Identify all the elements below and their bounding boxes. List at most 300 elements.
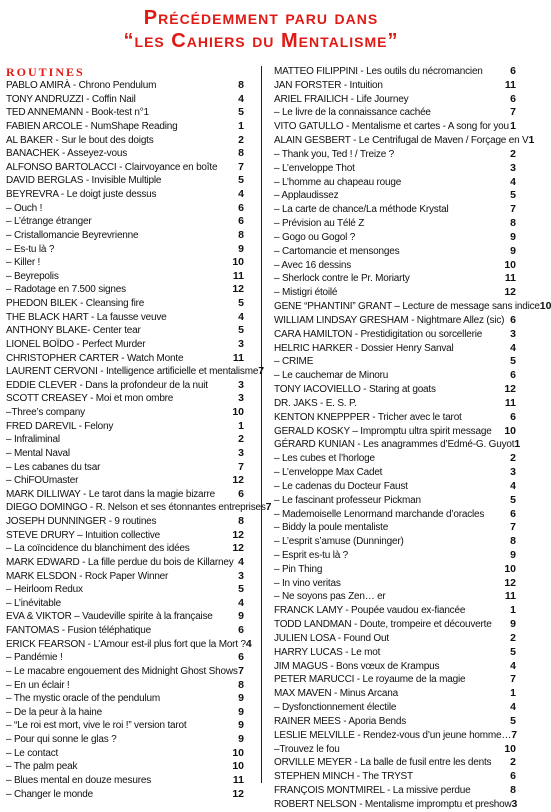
issue-number: 6 xyxy=(238,487,244,500)
list-item xyxy=(6,256,244,270)
entry-title: PETER MARUCCI - Le royaume de la magie xyxy=(274,674,466,686)
issue-number: 5 xyxy=(510,714,516,727)
entry-title: MARK ELSDON - Rock Paper Winner xyxy=(6,570,169,582)
list-item xyxy=(274,425,516,439)
list-item xyxy=(274,217,516,231)
issue-number: 10 xyxy=(232,760,244,773)
entry-title: – Le contact xyxy=(6,747,59,759)
list-item xyxy=(6,542,244,556)
list-item xyxy=(6,665,244,679)
issue-number: 9 xyxy=(510,548,516,561)
entry-title: BEYREVRA - Le doigt juste dessus xyxy=(6,189,157,200)
issue-number: 2 xyxy=(510,147,516,160)
issue-number: 5 xyxy=(238,324,244,337)
entry-title: – L’esprit s’amuse (Dunninger) xyxy=(274,536,404,548)
issue-number: 10 xyxy=(232,256,244,269)
issue-number: 7 xyxy=(238,460,244,473)
entry-title: SCOTT CREASEY - Moi et mon ombre xyxy=(6,393,174,405)
entry-title: PABLO AMIRÀ - Chrono Pendulum xyxy=(6,80,157,91)
entry-title: – Cristallomancie Beyrevrienne xyxy=(6,229,139,241)
issue-number: 8 xyxy=(510,784,516,797)
list-item xyxy=(6,733,244,747)
list-item xyxy=(274,134,535,148)
entry-title: – CRIME xyxy=(274,356,314,368)
issue-number: 3 xyxy=(238,337,244,350)
entry-title: JOSEPH DUNNINGER - 9 routines xyxy=(6,516,157,527)
list-item xyxy=(6,161,244,175)
list-item xyxy=(274,245,516,259)
list-item xyxy=(6,106,244,120)
entry-title: – Le livre de la connaissance cachée xyxy=(274,107,431,119)
issue-number: 5 xyxy=(238,297,244,309)
entry-title: – Killer ! xyxy=(6,257,41,269)
list-item xyxy=(6,392,244,406)
entry-title: MATTEO FILIPPINI - Les outils du nécromancien xyxy=(274,66,483,77)
entry-title: – The palm peak xyxy=(6,761,78,773)
issue-number: 1 xyxy=(238,119,244,132)
list-item xyxy=(6,774,244,788)
list-item xyxy=(6,760,244,774)
title-line-2: “les Cahiers du Mentalisme” xyxy=(123,30,399,52)
list-item xyxy=(274,673,516,687)
list-item xyxy=(274,521,516,535)
entry-title: – Sherlock contre le Pr. Moriarty xyxy=(274,273,410,285)
list-item xyxy=(274,494,516,508)
issue-number: 10 xyxy=(232,406,244,418)
issue-number: 5 xyxy=(510,189,516,202)
issue-number: 4 xyxy=(238,310,244,323)
issue-number: 2 xyxy=(238,133,244,146)
list-item xyxy=(274,203,516,217)
list-item xyxy=(6,215,244,229)
entry-title: GENE “PHANTINI” GRANT – Lecture de message sans indice xyxy=(274,301,540,313)
entry-title: – Le macabre engouement des Midnight Ghost Shows xyxy=(6,665,238,677)
list-item xyxy=(6,529,244,543)
issue-number: 6 xyxy=(238,651,244,664)
entry-title: – Pandémie ! xyxy=(6,652,63,664)
list-item xyxy=(274,342,516,356)
entry-title: – De la peur à la haine xyxy=(6,706,103,718)
section-heading: ROUTINES xyxy=(6,65,85,79)
entry-title: – L’homme au chapeau rouge xyxy=(274,176,402,188)
list-item xyxy=(6,624,244,638)
issue-number: 5 xyxy=(510,493,516,506)
entry-title: ROBERT NELSON - Mentalisme impromptu et preshow xyxy=(274,798,512,810)
entry-title: GÉRARD KUNIAN - Les anagrammes d’Edmé-G. Guyot xyxy=(274,439,515,451)
entry-title: FRED DAREVIL - Felony xyxy=(6,420,114,432)
list-item xyxy=(274,314,516,328)
list-item xyxy=(274,646,516,660)
list-item xyxy=(274,632,516,646)
entry-title: – Gogo ou Gogol ? xyxy=(274,231,356,243)
list-item xyxy=(6,420,244,434)
issue-number: 10 xyxy=(539,300,551,313)
list-item xyxy=(274,660,516,674)
list-item xyxy=(6,788,244,802)
entry-title: CARA HAMILTON - Prestidigitation ou sorcellerie xyxy=(274,328,483,340)
entry-title: WILLIAM LINDSAY GRESHAM - Nightmare Allez (sic) xyxy=(274,314,505,326)
entry-title: TONY ANDRUZZI - Coffin Nail xyxy=(6,93,136,105)
issue-number: 12 xyxy=(232,787,244,800)
issue-number: 7 xyxy=(510,106,516,119)
entry-title: – L’enveloppe Thot xyxy=(274,162,355,174)
entry-title: ANTHONY BLAKE- Center tear xyxy=(6,325,141,337)
entry-title: STEPHEN MINCH - The TRYST xyxy=(274,771,413,783)
entry-title: TED ANNEMANN - Book-test n°1 xyxy=(6,107,149,119)
list-item xyxy=(6,338,244,352)
list-item xyxy=(274,687,516,701)
left-column xyxy=(6,65,272,800)
entry-title: – Le cauchemar de Minoru xyxy=(274,370,389,382)
routine-list-left xyxy=(6,79,272,801)
entry-title: – Avec 16 dessins xyxy=(274,259,352,271)
list-item xyxy=(274,770,516,784)
issue-number: 4 xyxy=(238,188,244,200)
entry-title: EVA & VIKTOR – Vaudeville spirite à la française xyxy=(6,611,213,623)
issue-number: 4 xyxy=(510,701,516,714)
entry-title: RAINER MEES - Aporia Bends xyxy=(274,715,407,727)
list-item xyxy=(6,134,244,148)
entry-title: – Infraliminal xyxy=(6,434,60,446)
issue-number: 9 xyxy=(238,610,244,623)
issue-number: 1 xyxy=(510,604,516,617)
entry-title: – Mistigri étoilé xyxy=(274,287,338,299)
list-item xyxy=(6,692,244,706)
issue-number: 6 xyxy=(510,507,516,520)
issue-number: 7 xyxy=(238,160,244,173)
issue-number: 9 xyxy=(238,705,244,718)
entry-title: TODD LANDMAN - Doute, trompeire et découverte xyxy=(274,619,492,631)
entry-title: – Radotage en 7.500 signes xyxy=(6,284,126,296)
issue-number: 6 xyxy=(510,369,516,382)
entry-title: – La coïncidence du blanchiment des idées xyxy=(6,543,190,555)
list-item xyxy=(274,286,516,300)
issue-number: 11 xyxy=(232,773,244,786)
entry-title: LAURENT CERVONI - Intelligence artificielle et mentalisme xyxy=(6,366,259,378)
entry-title: GERALD KOSKY – Impromptu ultra spirit message xyxy=(274,425,492,437)
entry-title: MARK DILLIWAY - Le tarot dans la magie bizarre xyxy=(6,488,216,500)
issue-number: 6 xyxy=(510,65,516,77)
list-item xyxy=(274,577,516,591)
entry-title: – Pin Thing xyxy=(274,563,323,575)
entry-title: – “Le roi est mort, vive le roi !” version tarot xyxy=(6,720,187,732)
list-item xyxy=(6,147,244,161)
list-item xyxy=(274,452,516,466)
entry-title: AL BAKER - Sur le bout des doigts xyxy=(6,134,154,146)
entry-title: FABIEN ARCOLE - NumShape Reading xyxy=(6,120,178,132)
list-item xyxy=(274,784,516,798)
issue-number: 3 xyxy=(238,569,244,582)
entry-title: – L’enveloppe Max Cadet xyxy=(274,467,383,479)
entry-title: – Biddy la poule mentaliste xyxy=(274,522,389,534)
issue-number: 6 xyxy=(238,624,244,636)
entry-title: HARRY LUCAS - Le mot xyxy=(274,646,381,658)
list-item xyxy=(6,406,244,420)
list-item xyxy=(274,328,516,342)
entry-title: – In vino veritas xyxy=(274,577,341,589)
list-item xyxy=(6,379,244,393)
issue-number: 11 xyxy=(504,396,516,409)
list-item xyxy=(274,756,516,770)
issue-number: 7 xyxy=(265,501,272,514)
list-item xyxy=(274,300,551,314)
issue-number: 3 xyxy=(510,466,516,479)
entry-title: BANACHEK - Asseyez-vous xyxy=(6,148,127,160)
issue-number: 4 xyxy=(510,175,516,188)
list-item xyxy=(6,243,244,257)
list-item xyxy=(6,706,244,720)
list-item xyxy=(274,79,516,93)
list-item xyxy=(6,719,244,733)
issue-number: 11 xyxy=(232,351,244,364)
issue-number: 5 xyxy=(510,645,516,658)
issue-number: 7 xyxy=(510,203,516,216)
issue-number: 1 xyxy=(510,687,516,700)
entry-title: – Les cabanes du tsar xyxy=(6,461,101,473)
routine-list-right xyxy=(274,65,551,812)
issue-number: 4 xyxy=(510,479,516,492)
entry-title: DAVID BERGLAS - Invisible Multiple xyxy=(6,175,162,187)
entry-title: – Le cadenas du Docteur Faust xyxy=(274,480,408,492)
list-item xyxy=(274,604,516,618)
entry-title: FRANCK LAMY - Poupée vaudou ex-fiancée xyxy=(274,605,466,617)
issue-number: 12 xyxy=(504,383,516,396)
entry-title: JULIEN LOSA - Found Out xyxy=(274,632,389,644)
entry-title: – L’étrange étranger xyxy=(6,216,92,228)
entry-title: ARIEL FRAILICH - Life Journey xyxy=(274,93,409,105)
issue-number: 2 xyxy=(238,433,244,446)
issue-number: 9 xyxy=(238,719,244,732)
issue-number: 8 xyxy=(510,535,516,548)
issue-number: 6 xyxy=(238,201,244,214)
entry-title: CHRISTOPHER CARTER - Watch Monte xyxy=(6,352,184,364)
list-item xyxy=(274,272,516,286)
entry-title: – Pour qui sonne le glas ? xyxy=(6,734,117,745)
list-item xyxy=(6,583,244,597)
list-item xyxy=(6,447,244,461)
issue-number: 6 xyxy=(510,410,516,423)
list-item xyxy=(274,563,516,577)
issue-number: 2 xyxy=(510,631,516,644)
entry-title: HELRIC HARKER - Dossier Henry Sanval xyxy=(274,342,454,354)
entry-title: – Thank you, Ted ! / Treize ? xyxy=(274,148,395,160)
list-item xyxy=(274,93,516,107)
entry-title: – Ouch ! xyxy=(6,202,43,214)
entry-title: – Heirloom Redux xyxy=(6,584,83,596)
list-item xyxy=(6,202,244,216)
issue-number: 2 xyxy=(510,756,516,769)
entry-title: ERICK FEARSON - L’Amour est-il plus fort que la Mort ? xyxy=(6,638,246,650)
issue-number: 5 xyxy=(510,355,516,368)
list-item xyxy=(6,610,244,624)
list-item xyxy=(274,369,516,383)
list-item xyxy=(274,618,516,632)
list-item xyxy=(6,79,244,93)
entry-title: – Esprit es-tu là ? xyxy=(274,549,349,561)
issue-number: 4 xyxy=(238,92,244,105)
entry-title: – Mental Naval xyxy=(6,447,70,459)
list-item xyxy=(274,729,516,743)
issue-number: 8 xyxy=(238,515,244,527)
entry-title: ALAIN GESBERT - Le Centrifugal de Maven / Forçage en V xyxy=(274,135,529,147)
issue-number: 9 xyxy=(238,242,244,255)
entry-title: MARK EDWARD - La fille perdue du bois de Killarney xyxy=(6,556,234,568)
issue-number: 4 xyxy=(510,659,516,672)
list-item xyxy=(274,535,516,549)
issue-number: 10 xyxy=(504,258,516,271)
list-item xyxy=(274,106,516,120)
entry-title: DIEGO DOMINGO - R. Nelson et ses étonnantes entreprises xyxy=(6,502,266,514)
list-item xyxy=(274,508,516,522)
issue-number: 12 xyxy=(504,576,516,589)
list-item xyxy=(274,466,516,480)
list-item xyxy=(6,597,244,611)
issue-number: 9 xyxy=(238,733,244,745)
list-item xyxy=(6,270,244,284)
issue-number: 6 xyxy=(510,92,516,105)
list-item xyxy=(274,162,516,176)
entry-title: JIM MAGUS - Bons vœux de Krampus xyxy=(274,660,440,672)
entry-title: – Beyrepolis xyxy=(6,270,59,282)
entry-title: – L’inévitable xyxy=(6,597,62,609)
entry-title: – The mystic oracle of the pendulum xyxy=(6,693,161,705)
list-item xyxy=(274,231,516,245)
list-item xyxy=(274,397,516,411)
entry-title: PHEDON BILEK - Cleansing fire xyxy=(6,298,145,309)
issue-number: 9 xyxy=(510,230,516,243)
issue-number: 5 xyxy=(238,174,244,187)
list-item xyxy=(6,93,244,107)
list-item xyxy=(6,365,265,379)
issue-number: 9 xyxy=(510,618,516,631)
entry-title: – Les cubes et l’horloge xyxy=(274,453,375,465)
list-item xyxy=(274,715,516,729)
issue-number: 9 xyxy=(238,692,244,705)
entry-title: –Trouvez le fou xyxy=(274,743,340,755)
issue-number: 7 xyxy=(510,673,516,686)
issue-number: 2 xyxy=(510,452,516,465)
issue-number: 6 xyxy=(510,770,516,783)
list-item xyxy=(6,311,244,325)
list-item xyxy=(274,480,516,494)
entry-title: – La carte de chance/La méthode Krystal xyxy=(274,204,449,216)
issue-number: 1 xyxy=(528,134,535,147)
issue-number: 4 xyxy=(245,637,252,650)
list-item xyxy=(6,352,244,366)
entry-title: – Cartomancie et mensonges xyxy=(274,245,400,257)
list-item xyxy=(6,474,244,488)
list-item xyxy=(274,176,516,190)
entry-title: – Ne soyons pas Zen… er xyxy=(274,591,386,603)
issue-number: 9 xyxy=(510,244,516,257)
list-item xyxy=(6,297,244,311)
entry-title: – Blues mental en douze mesures xyxy=(6,774,151,786)
issue-number: 3 xyxy=(238,392,244,405)
list-item xyxy=(274,438,521,452)
entry-title: FRANÇOIS MONTMIREL - La missive perdue xyxy=(274,785,471,797)
issue-number: 4 xyxy=(238,555,244,568)
list-item xyxy=(274,383,516,397)
entry-title: – En un éclair ! xyxy=(6,679,70,691)
entry-title: MAX MAVEN - Minus Arcana xyxy=(274,688,398,700)
list-item xyxy=(274,549,516,563)
list-item xyxy=(6,229,244,243)
issue-number: 8 xyxy=(510,217,516,230)
list-item xyxy=(274,743,516,757)
list-item xyxy=(274,148,516,162)
issue-number: 6 xyxy=(238,215,244,228)
issue-number: 5 xyxy=(238,583,244,596)
list-item xyxy=(274,411,516,425)
list-item xyxy=(274,65,516,79)
issue-number: 1 xyxy=(238,419,244,432)
list-item xyxy=(274,189,516,203)
list-item xyxy=(6,188,244,202)
issue-number: 11 xyxy=(232,269,244,282)
list-item xyxy=(6,515,244,529)
issue-number: 8 xyxy=(238,79,244,91)
issue-number: 3 xyxy=(511,797,518,810)
issue-number: 3 xyxy=(510,161,516,174)
issue-number: 10 xyxy=(504,424,516,437)
issue-number: 6 xyxy=(510,313,516,326)
entry-title: EDDIE CLEVER - Dans la profondeur de la nuit xyxy=(6,379,208,391)
list-item xyxy=(6,637,252,652)
list-item xyxy=(6,120,244,134)
list-item xyxy=(274,798,516,812)
issue-number: 12 xyxy=(232,528,244,541)
list-item xyxy=(274,355,516,369)
list-item xyxy=(274,120,516,134)
issue-number: 3 xyxy=(238,446,244,459)
entry-title: – Dysfonctionnement électile xyxy=(274,702,397,714)
entry-title: VITO GATULLO - Mentalisme et cartes - A song for you xyxy=(274,121,509,133)
issue-number: 10 xyxy=(232,746,244,759)
issue-number: 7 xyxy=(510,521,516,534)
issue-number: 12 xyxy=(232,542,244,555)
list-item xyxy=(6,679,244,693)
issue-number: 11 xyxy=(504,78,516,91)
entry-title: LESLIE MELVILLE - Rendez-vous d’un jeune homme… xyxy=(274,729,512,741)
issue-number: 11 xyxy=(504,272,516,285)
issue-number: 7 xyxy=(511,728,518,741)
entry-title: KENTON KNEPPPER - Tricher avec le tarot xyxy=(274,411,462,423)
issue-number: 1 xyxy=(510,120,516,133)
entry-title: – ChiFOUmaster xyxy=(6,475,79,487)
entry-title: – Changer le monde xyxy=(6,788,94,800)
entry-title: – Prévision au Télé Z xyxy=(274,218,365,230)
issue-number: 10 xyxy=(504,562,516,575)
issue-number: 1 xyxy=(514,438,521,451)
issue-number: 4 xyxy=(510,341,516,354)
list-item xyxy=(6,501,272,515)
list-item xyxy=(6,747,244,761)
entry-title: TONY IACOVIELLO - Staring at goats xyxy=(274,384,436,396)
entry-title: STEVE DRURY – Intuition collective xyxy=(6,529,161,541)
list-item xyxy=(6,433,244,447)
issue-number: 12 xyxy=(232,283,244,296)
issue-number: 8 xyxy=(238,228,244,241)
entry-title: LIONEL BOÏDO - Perfect Murder xyxy=(6,338,146,350)
issue-number: 7 xyxy=(238,664,244,677)
issue-number: 8 xyxy=(238,678,244,691)
issue-number: 5 xyxy=(238,106,244,119)
list-item xyxy=(274,590,516,604)
issue-number: 4 xyxy=(238,596,244,609)
entry-title: THE BLACK HART - La fausse veuve xyxy=(6,311,167,323)
issue-number: 7 xyxy=(258,365,265,378)
issue-number: 10 xyxy=(504,742,516,755)
